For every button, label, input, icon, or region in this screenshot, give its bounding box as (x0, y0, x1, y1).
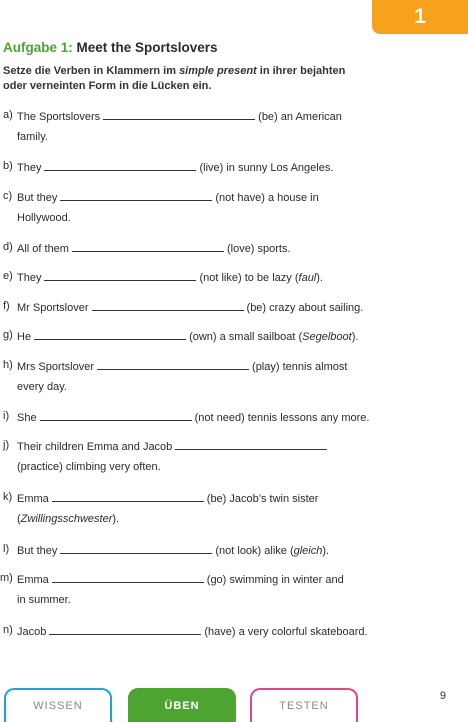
answer-blank[interactable] (40, 410, 192, 421)
answer-blank[interactable] (103, 109, 255, 120)
exercise-title-text: Meet the Sportslovers (76, 40, 218, 55)
answer-blank[interactable] (44, 160, 196, 171)
answer-blank[interactable] (44, 270, 196, 281)
chapter-badge: 1 (372, 0, 468, 34)
exercise-title (3, 40, 218, 55)
answer-blank[interactable] (52, 572, 204, 583)
answer-blank[interactable] (175, 439, 327, 450)
answer-blank[interactable] (60, 190, 212, 201)
tab-wissen[interactable]: WISSEN (4, 688, 112, 722)
instruction-text: Setze die Verben in Klammern im simple present in ihrer bejahten oder verneinten Form in die Lücken ein. (3, 65, 346, 92)
tab-ueben[interactable]: ÜBEN (128, 688, 236, 722)
answer-blank[interactable] (52, 491, 204, 502)
exercise-number: Aufgabe 1: (3, 40, 73, 55)
instruction-emphasis: simple present (179, 65, 257, 77)
answer-blank[interactable] (72, 241, 224, 252)
answer-blank[interactable] (34, 329, 186, 340)
page-number: 9 (439, 690, 446, 702)
answer-blank[interactable] (92, 300, 244, 311)
answer-blank[interactable] (60, 543, 212, 554)
section-tabs (0, 688, 468, 720)
tab-testen[interactable]: TESTEN (250, 688, 358, 722)
answer-blank[interactable] (97, 359, 249, 370)
answer-blank[interactable] (49, 624, 201, 635)
